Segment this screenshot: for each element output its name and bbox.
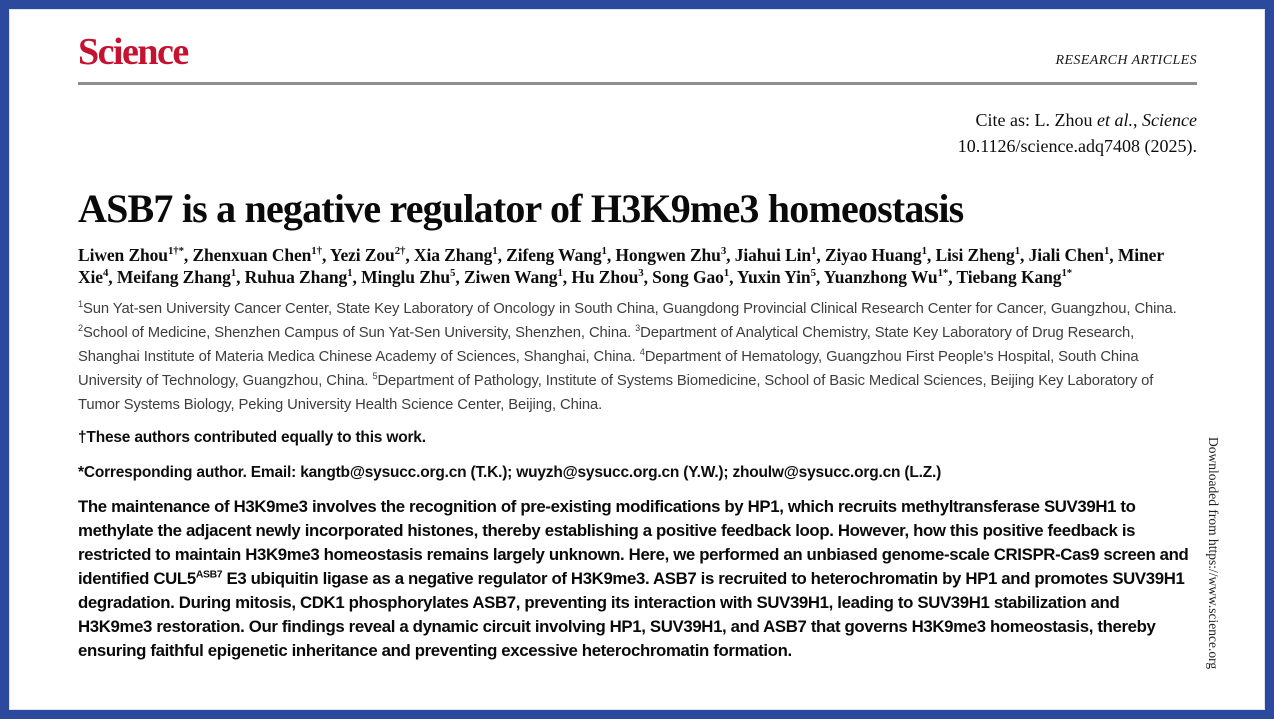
page-content (9, 9, 1265, 663)
author-list: Liwen Zhou$^{1\dagger*}$, Zhenxuan Chen$^{1\dagger}$, Yezi Zou$^{2\dagger}$, Xia Zhang$^1$, Zifeng Wang$^1$, Hongwen Zhu$^3$, Jiahui Lin$^1$, Ziyao Huang$^1$, Lisi Zheng$^1$, Jiali Chen$^1$, Miner Xie$^4$, Meifang Zhang$^1$, Ruhua Zhang$^1$, Minglu Zhu$^5$, Ziwen Wang$^1$, Hu Zhou$^3$, Song Gao$^1$, Yuxin Yin$^5$, Yuanzhong $Wu^{1*}$, Tiebang Kang$^{1*}$ (78, 245, 1164, 287)
header-rule (78, 82, 1197, 85)
citation-block (78, 107, 1197, 159)
article-title: ASB7 is a negative regulator of H3K9me3 homeostasis (78, 186, 964, 231)
science-logo: Science (78, 31, 188, 73)
affiliations: $^1$Sun Yat-sen University Cancer Center, State Key Laboratory of Oncology in South China, Guangdong Provincial Clinical Research Center for Cancer, Guangzhou, China. $^2$School of Medicine, Shenzhen Campus of Sun Yat-Sen University, Shenzhen, China. $^3$Department of Analytical Chemistry, State Key Laboratory of Drug Research, Shanghai Institute of Materia Medica Chinese Academy of Sciences, Shanghai, China. $^4$Department of Hematology, Guangzhou First People's Hospital, South China University of Technology, Guangzhou, China. $^5$Department of Pathology, Institute of Systems Biomedicine, School of Basic Medical Sciences, Beijing Key Laboratory of Tumor Systems Biology, Peking University Health Science Center, Beijing, China. (78, 299, 1177, 413)
masthead (78, 23, 1197, 72)
download-notice-vertical: Downloaded from https://www.science.org (1206, 437, 1221, 670)
corresponding-author-note: *Corresponding author. Email: kangtb@sysucc.org.cn (T.K.); wuyzh@sysucc.org.cn (Y.W.); zhoulw@sysucc.org.cn (L.Z.) (78, 464, 942, 481)
abstract: The maintenance of H3K9me3 involves the recognition of pre-existing modifications by HP1, which recruits methyltransferase SUV39H1 to methylate the adjacent newly incorporated histones, thereby establishing a positive feedback loop. However, how this positive feedback is restricted to maintain H3K9me3 homeostasis remains largely unknown. Here, we performed an unbiased genome-scale CRISPR-Cas9 screen and identified $CUL5^{ASB7}$ E3 ubiquitin ligase as a negative regulator of H3K9me3. ASB7 is recruited to heterochromatin by HP1 and promotes SUV39H1 degradation. During mitosis, CDK1 phosphorylates ASB7, preventing its interaction with SUV39H1, leading to SUV39H1 stabilization and H3K9me3 restoration. Our findings reveal a dynamic circuit involving HP1, SUV39H1, and ASB7 that governs H3K9me3 homeostasis, thereby ensuring faithful epigenetic inheritance and preventing excessive heterochromatin formation. (78, 497, 1189, 660)
section-label: RESEARCH ARTICLES (1055, 53, 1197, 68)
citation-line-1: Cite as: L. Zhou et al., Science (975, 110, 1197, 130)
equal-contribution-note: †These authors contributed equally to this work. (78, 429, 426, 446)
citation-line-2: 10.1126/science.adq7408 (2025). (957, 136, 1197, 156)
